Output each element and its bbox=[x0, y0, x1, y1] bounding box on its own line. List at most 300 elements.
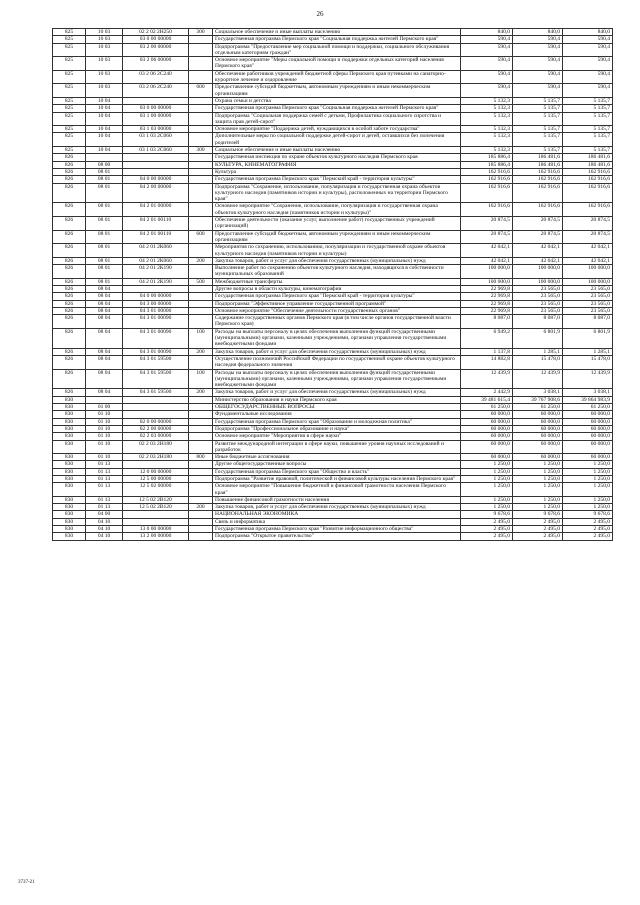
item-name: Обеспечение деятельности (оказание услуг, выполнение работ) государственных учреждений (организаций) bbox=[213, 217, 461, 231]
target-article: 12 5 02 00000 bbox=[123, 483, 189, 497]
budget-table bbox=[52, 28, 613, 541]
amount-year-2: 5 135,7 bbox=[513, 147, 563, 154]
amount-year-2: 9 678,6 bbox=[513, 511, 563, 518]
amount-year-3: 8 087,0 bbox=[563, 315, 613, 329]
amount-year-1: 185 886,4 bbox=[461, 154, 513, 161]
target-article bbox=[123, 518, 189, 525]
amount-year-3: 23 565,0 bbox=[563, 300, 613, 307]
amount-year-3: 42 042,1 bbox=[563, 244, 613, 258]
item-name: Охрана семьи и детства bbox=[213, 97, 461, 104]
amount-year-1: 1 250,0 bbox=[461, 496, 513, 503]
amount-year-2: 2 495,0 bbox=[513, 526, 563, 533]
target-article: 13 0 00 00000 bbox=[123, 526, 189, 533]
amount-year-3: 840,0 bbox=[563, 29, 613, 36]
amount-year-3: 1 250,0 bbox=[563, 504, 613, 511]
expense-type bbox=[189, 43, 213, 57]
ministry-code: 826 bbox=[53, 230, 86, 244]
amount-year-1: 60 000,0 bbox=[461, 433, 513, 440]
target-article: 12 5 02 2В120 bbox=[123, 496, 189, 503]
amount-year-3: 20 874,5 bbox=[563, 230, 613, 244]
ministry-code: 826 bbox=[53, 203, 86, 217]
section-code: 10 04 bbox=[86, 133, 123, 147]
table-row bbox=[53, 518, 613, 525]
amount-year-3: 186 481,6 bbox=[563, 154, 613, 161]
amount-year-3: 60 000,0 bbox=[563, 411, 613, 418]
section-code: 08 01 bbox=[86, 203, 123, 217]
amount-year-3: 42 042,1 bbox=[563, 257, 613, 264]
ministry-code: 825 bbox=[53, 97, 86, 104]
ministry-code: 830 bbox=[53, 468, 86, 475]
amount-year-1: 590,4 bbox=[461, 70, 513, 84]
item-name: ОБЩЕГОСУДАРСТВЕННЫЕ ВОПРОСЫ bbox=[213, 404, 461, 411]
item-name: Подпрограмма "Профессиональное образование и наука" bbox=[213, 425, 461, 432]
target-article: 02 2 03 00000 bbox=[123, 433, 189, 440]
ministry-code: 825 bbox=[53, 29, 86, 36]
table-row bbox=[53, 257, 613, 264]
amount-year-1: 1 250,0 bbox=[461, 483, 513, 497]
expense-type bbox=[189, 244, 213, 258]
item-name: Государственная программа Пермского края "Социальная поддержка жителей Пермского края" bbox=[213, 105, 461, 112]
amount-year-3: 5 135,7 bbox=[563, 133, 613, 147]
ministry-code: 826 bbox=[53, 285, 86, 292]
section-code: 01 13 bbox=[86, 476, 123, 483]
table-row bbox=[53, 161, 613, 168]
expense-type bbox=[189, 483, 213, 497]
amount-year-1: 6 949,2 bbox=[461, 328, 513, 348]
amount-year-2: 23 565,0 bbox=[513, 307, 563, 314]
target-article: 04 2 01 2К190 bbox=[123, 278, 189, 285]
ministry-code: 830 bbox=[53, 526, 86, 533]
table-row bbox=[53, 307, 613, 314]
ministry-code: 826 bbox=[53, 244, 86, 258]
amount-year-2: 60 000,0 bbox=[513, 433, 563, 440]
ministry-code: 825 bbox=[53, 57, 86, 71]
expense-type bbox=[189, 183, 213, 203]
table-row bbox=[53, 183, 613, 203]
ministry-code: 830 bbox=[53, 418, 86, 425]
item-name: Осуществление полномочий Российской Федерации по государственной охране объектов культурного наследия федерального значения bbox=[213, 355, 461, 369]
expense-type bbox=[189, 36, 213, 43]
amount-year-1: 1 137,8 bbox=[461, 348, 513, 355]
expense-type bbox=[189, 112, 213, 126]
table-row bbox=[53, 511, 613, 518]
item-name: Иные бюджетные ассигнования bbox=[213, 454, 461, 461]
expense-type bbox=[189, 203, 213, 217]
table-row bbox=[53, 176, 613, 183]
ministry-code: 830 bbox=[53, 404, 86, 411]
ministry-code: 826 bbox=[53, 315, 86, 329]
section-code: 08 04 bbox=[86, 369, 123, 389]
item-name: Подпрограмма "Открытое правительство" bbox=[213, 533, 461, 540]
amount-year-1: 60 000,0 bbox=[461, 440, 513, 454]
table-row bbox=[53, 496, 613, 503]
expense-type bbox=[189, 440, 213, 454]
ministry-code: 826 bbox=[53, 348, 86, 355]
amount-year-3: 162 916,6 bbox=[563, 183, 613, 203]
amount-year-2: 1 250,0 bbox=[513, 483, 563, 497]
ministry-code: 826 bbox=[53, 257, 86, 264]
amount-year-1: 61 250,0 bbox=[461, 404, 513, 411]
amount-year-3: 60 000,0 bbox=[563, 440, 613, 454]
section-code: 10 04 bbox=[86, 147, 123, 154]
section-code: 08 04 bbox=[86, 348, 123, 355]
expense-type bbox=[189, 265, 213, 279]
ministry-code: 826 bbox=[53, 176, 86, 183]
amount-year-3: 60 000,0 bbox=[563, 433, 613, 440]
amount-year-2: 23 565,0 bbox=[513, 293, 563, 300]
table-row bbox=[53, 369, 613, 389]
section-code: 10 03 bbox=[86, 43, 123, 57]
amount-year-1: 60 000,0 bbox=[461, 454, 513, 461]
amount-year-1: 9 678,6 bbox=[461, 511, 513, 518]
item-name: Министерство образования и науки Пермского края bbox=[213, 396, 461, 403]
amount-year-1: 8 087,0 bbox=[461, 315, 513, 329]
target-article bbox=[123, 511, 189, 518]
amount-year-3: 5 135,7 bbox=[563, 112, 613, 126]
table-row bbox=[53, 355, 613, 369]
table-row bbox=[53, 454, 613, 461]
amount-year-2: 2 495,0 bbox=[513, 533, 563, 540]
amount-year-3: 2 495,0 bbox=[563, 533, 613, 540]
table-row bbox=[53, 389, 613, 396]
amount-year-3: 23 565,0 bbox=[563, 293, 613, 300]
expense-type: 300 bbox=[189, 147, 213, 154]
expense-type: 200 bbox=[189, 389, 213, 396]
target-article: 04 0 00 00000 bbox=[123, 176, 189, 183]
amount-year-3: 590,4 bbox=[563, 57, 613, 71]
amount-year-1: 42 042,1 bbox=[461, 244, 513, 258]
section-code: 08 00 bbox=[86, 161, 123, 168]
section-code: 04 00 bbox=[86, 511, 123, 518]
ministry-code: 830 bbox=[53, 476, 86, 483]
target-article bbox=[123, 404, 189, 411]
item-name: Государственная инспекция по охране объектов культурного наследия Пермского края bbox=[213, 154, 461, 161]
expense-type bbox=[189, 396, 213, 403]
amount-year-2: 186 481,6 bbox=[513, 154, 563, 161]
item-name: Государственная программа Пермского края "Общество и власть" bbox=[213, 468, 461, 475]
amount-year-2: 100 000,0 bbox=[513, 278, 563, 285]
section-code: 08 04 bbox=[86, 355, 123, 369]
amount-year-3: 20 874,5 bbox=[563, 217, 613, 231]
table-row bbox=[53, 461, 613, 468]
expense-type bbox=[189, 496, 213, 503]
target-article bbox=[123, 168, 189, 175]
expense-type bbox=[189, 468, 213, 475]
section-code: 08 01 bbox=[86, 244, 123, 258]
ministry-code: 826 bbox=[53, 389, 86, 396]
item-name: Другие общегосударственные вопросы bbox=[213, 461, 461, 468]
table-row bbox=[53, 84, 613, 98]
amount-year-3: 60 000,0 bbox=[563, 418, 613, 425]
section-code: 10 04 bbox=[86, 126, 123, 133]
amount-year-2: 6 801,9 bbox=[513, 328, 563, 348]
item-name: Выполнение работ по сохранению объектов культурного наследия, находящихся в собственности муниципальных образований bbox=[213, 265, 461, 279]
amount-year-3: 100 000,0 bbox=[563, 265, 613, 279]
expense-type bbox=[189, 425, 213, 432]
table-row bbox=[53, 168, 613, 175]
amount-year-2: 2 495,0 bbox=[513, 518, 563, 525]
item-name: Расходы на выплаты персоналу в целях обеспечения выполнения функций государственными (муниципальными) органами, казенными учреждениями, органами управления государственными внебюджетными фондами bbox=[213, 328, 461, 348]
item-name: Основное мероприятие "Сохранение, использование, популяризация и государственная охрана объектов культурного наследия (памятников истории и культуры)" bbox=[213, 203, 461, 217]
amount-year-3: 3 038,1 bbox=[563, 389, 613, 396]
ministry-code: 825 bbox=[53, 112, 86, 126]
amount-year-2: 100 000,0 bbox=[513, 265, 563, 279]
ministry-code: 825 bbox=[53, 36, 86, 43]
expense-type bbox=[189, 217, 213, 231]
expense-type bbox=[189, 315, 213, 329]
target-article: 12 0 00 00000 bbox=[123, 468, 189, 475]
item-name: КУЛЬТУРА, КИНЕМАТОГРАФИЯ bbox=[213, 161, 461, 168]
amount-year-3: 1 250,0 bbox=[563, 483, 613, 497]
item-name: Повышение финансовой грамотности населения bbox=[213, 496, 461, 503]
table-row bbox=[53, 43, 613, 57]
expense-type bbox=[189, 511, 213, 518]
amount-year-3: 12 439,9 bbox=[563, 369, 613, 389]
amount-year-2: 60 000,0 bbox=[513, 418, 563, 425]
table-row bbox=[53, 70, 613, 84]
table-row bbox=[53, 483, 613, 497]
target-article: 12 5 00 00000 bbox=[123, 476, 189, 483]
ministry-code: 830 bbox=[53, 533, 86, 540]
amount-year-2: 162 916,6 bbox=[513, 176, 563, 183]
expense-type bbox=[189, 70, 213, 84]
target-article bbox=[123, 161, 189, 168]
target-article: 04 2 01 2К060 bbox=[123, 244, 189, 258]
amount-year-1: 2 495,0 bbox=[461, 526, 513, 533]
amount-year-3: 9 678,6 bbox=[563, 511, 613, 518]
amount-year-1: 162 916,6 bbox=[461, 176, 513, 183]
item-name: Социальное обеспечение и иные выплаты населению bbox=[213, 147, 461, 154]
target-article: 02 2 03 2Н180 bbox=[123, 440, 189, 454]
ministry-code: 826 bbox=[53, 217, 86, 231]
amount-year-1: 590,4 bbox=[461, 43, 513, 57]
amount-year-2: 590,4 bbox=[513, 57, 563, 71]
amount-year-2: 42 042,1 bbox=[513, 244, 563, 258]
amount-year-2: 39 767 908,6 bbox=[513, 396, 563, 403]
amount-year-1: 22 969,8 bbox=[461, 307, 513, 314]
amount-year-2: 23 565,0 bbox=[513, 300, 563, 307]
item-name: Государственная программа Пермского края "Развитие информационного общества" bbox=[213, 526, 461, 533]
amount-year-1: 162 916,6 bbox=[461, 183, 513, 203]
item-name: Предоставление субсидий бюджетным, автономным учреждениям и иным некоммерческим организациям bbox=[213, 230, 461, 244]
amount-year-1: 22 969,8 bbox=[461, 285, 513, 292]
expense-type: 600 bbox=[189, 84, 213, 98]
ministry-code: 830 bbox=[53, 411, 86, 418]
expense-type bbox=[189, 526, 213, 533]
amount-year-2: 5 135,7 bbox=[513, 105, 563, 112]
expense-type bbox=[189, 126, 213, 133]
amount-year-2: 5 135,7 bbox=[513, 126, 563, 133]
target-article: 04 3 00 00000 bbox=[123, 300, 189, 307]
amount-year-3: 5 135,7 bbox=[563, 97, 613, 104]
item-name: Предоставление субсидий бюджетным, автономным учреждениям и иным некоммерческим организациям bbox=[213, 84, 461, 98]
amount-year-3: 2 495,0 bbox=[563, 526, 613, 533]
table-row bbox=[53, 217, 613, 231]
amount-year-3: 162 916,6 bbox=[563, 168, 613, 175]
target-article: 03 2 06 2С240 bbox=[123, 84, 189, 98]
amount-year-1: 185 886,4 bbox=[461, 161, 513, 168]
expense-type bbox=[189, 404, 213, 411]
item-name: Межбюджетные трансферты bbox=[213, 278, 461, 285]
item-name: Государственная программа Пермского края "Социальная поддержка жителей Пермского края" bbox=[213, 36, 461, 43]
section-code: 01 13 bbox=[86, 483, 123, 497]
amount-year-3: 23 565,0 bbox=[563, 307, 613, 314]
target-article bbox=[123, 411, 189, 418]
section-code: 08 01 bbox=[86, 217, 123, 231]
amount-year-1: 1 250,0 bbox=[461, 468, 513, 475]
table-row bbox=[53, 154, 613, 161]
amount-year-3: 1 285,1 bbox=[563, 348, 613, 355]
section-code: 01 13 bbox=[86, 461, 123, 468]
amount-year-2: 840,0 bbox=[513, 29, 563, 36]
target-article: 02 2 00 00000 bbox=[123, 425, 189, 432]
amount-year-3: 60 000,0 bbox=[563, 454, 613, 461]
amount-year-3: 61 250,0 bbox=[563, 404, 613, 411]
target-article: 04 2 00 00000 bbox=[123, 183, 189, 203]
target-article: 13 2 00 00000 bbox=[123, 533, 189, 540]
table-row bbox=[53, 476, 613, 483]
table-row bbox=[53, 126, 613, 133]
amount-year-3: 186 481,6 bbox=[563, 161, 613, 168]
table-row bbox=[53, 504, 613, 511]
table-row bbox=[53, 57, 613, 71]
section-code: 10 03 bbox=[86, 57, 123, 71]
expense-type bbox=[189, 411, 213, 418]
amount-year-2: 1 250,0 bbox=[513, 461, 563, 468]
section-code: 08 01 bbox=[86, 230, 123, 244]
item-name: Закупка товаров, работ и услуг для обеспечения государственных (муниципальных) нужд bbox=[213, 257, 461, 264]
section-code: 01 10 bbox=[86, 411, 123, 418]
amount-year-2: 23 565,0 bbox=[513, 285, 563, 292]
amount-year-1: 39 481 615,4 bbox=[461, 396, 513, 403]
amount-year-3: 5 135,7 bbox=[563, 147, 613, 154]
expense-type bbox=[189, 57, 213, 71]
section-code: 10 04 bbox=[86, 97, 123, 104]
item-name: Подпрограмма "Эффективное управление государственной программой" bbox=[213, 300, 461, 307]
amount-year-1: 590,4 bbox=[461, 84, 513, 98]
amount-year-1: 590,4 bbox=[461, 57, 513, 71]
amount-year-3: 590,4 bbox=[563, 70, 613, 84]
table-row bbox=[53, 300, 613, 307]
target-article: 03 1 03 2С060 bbox=[123, 147, 189, 154]
amount-year-1: 2 442,9 bbox=[461, 389, 513, 396]
expense-type: 500 bbox=[189, 278, 213, 285]
amount-year-3: 5 135,7 bbox=[563, 126, 613, 133]
amount-year-3: 23 565,0 bbox=[563, 285, 613, 292]
amount-year-2: 590,4 bbox=[513, 84, 563, 98]
section-code: 08 04 bbox=[86, 389, 123, 396]
table-row bbox=[53, 265, 613, 279]
table-row bbox=[53, 36, 613, 43]
ministry-code: 830 bbox=[53, 433, 86, 440]
section-code: 10 03 bbox=[86, 36, 123, 43]
amount-year-2: 5 135,7 bbox=[513, 97, 563, 104]
ministry-code: 826 bbox=[53, 278, 86, 285]
expense-type bbox=[189, 105, 213, 112]
amount-year-1: 840,0 bbox=[461, 29, 513, 36]
item-name: Государственная программа Пермского края "Пермский край - территория культуры" bbox=[213, 293, 461, 300]
section-code: 01 13 bbox=[86, 468, 123, 475]
expense-type: 200 bbox=[189, 504, 213, 511]
section-code: 01 10 bbox=[86, 440, 123, 454]
amount-year-2: 590,4 bbox=[513, 36, 563, 43]
expense-type bbox=[189, 300, 213, 307]
amount-year-1: 1 250,0 bbox=[461, 461, 513, 468]
item-name: Государственная программа Пермского края "Образование и молодежная политика" bbox=[213, 418, 461, 425]
target-article: 04 0 00 00000 bbox=[123, 293, 189, 300]
ministry-code: 826 bbox=[53, 369, 86, 389]
ministry-code: 826 bbox=[53, 265, 86, 279]
item-name: Основное мероприятие "Меры социальной помощи и поддержки отдельных категорий населения Пермского края" bbox=[213, 57, 461, 71]
amount-year-2: 186 481,6 bbox=[513, 161, 563, 168]
ministry-code: 825 bbox=[53, 70, 86, 84]
item-name: Социальное обеспечение и иные выплаты населению bbox=[213, 29, 461, 36]
amount-year-3: 2 495,0 bbox=[563, 518, 613, 525]
amount-year-3: 6 801,9 bbox=[563, 328, 613, 348]
item-name: Другие вопросы в области культуры, кинематографии bbox=[213, 285, 461, 292]
target-article bbox=[123, 154, 189, 161]
ministry-code: 826 bbox=[53, 154, 86, 161]
target-article: 03 0 00 00000 bbox=[123, 36, 189, 43]
amount-year-3: 39 864 983,9 bbox=[563, 396, 613, 403]
amount-year-1: 5 132,3 bbox=[461, 97, 513, 104]
section-code: 10 03 bbox=[86, 84, 123, 98]
section-code: 04 10 bbox=[86, 526, 123, 533]
ministry-code: 830 bbox=[53, 518, 86, 525]
amount-year-2: 162 916,6 bbox=[513, 183, 563, 203]
expense-type bbox=[189, 433, 213, 440]
amount-year-2: 590,4 bbox=[513, 43, 563, 57]
table-row bbox=[53, 468, 613, 475]
amount-year-2: 1 250,0 bbox=[513, 476, 563, 483]
section-code: 01 00 bbox=[86, 404, 123, 411]
ministry-code: 826 bbox=[53, 355, 86, 369]
section-code: 01 10 bbox=[86, 418, 123, 425]
target-article: 04 3 01 59500 bbox=[123, 369, 189, 389]
amount-year-1: 20 874,5 bbox=[461, 230, 513, 244]
item-name: НАЦИОНАЛЬНАЯ ЭКОНОМИКА bbox=[213, 511, 461, 518]
expense-type bbox=[189, 154, 213, 161]
amount-year-1: 100 000,0 bbox=[461, 278, 513, 285]
target-article: 04 3 01 00090 bbox=[123, 328, 189, 348]
amount-year-2: 60 000,0 bbox=[513, 454, 563, 461]
target-article: 02 0 00 00000 bbox=[123, 418, 189, 425]
amount-year-3: 162 916,6 bbox=[563, 203, 613, 217]
section-code bbox=[86, 154, 123, 161]
amount-year-2: 15 478,0 bbox=[513, 355, 563, 369]
target-article: 12 5 02 2В120 bbox=[123, 504, 189, 511]
target-article: 04 3 01 59500 bbox=[123, 389, 189, 396]
target-article: 04 2 01 2К190 bbox=[123, 265, 189, 279]
amount-year-1: 162 916,6 bbox=[461, 168, 513, 175]
section-code: 08 01 bbox=[86, 257, 123, 264]
section-code: 10 03 bbox=[86, 70, 123, 84]
amount-year-2: 162 916,6 bbox=[513, 168, 563, 175]
section-code: 08 01 bbox=[86, 183, 123, 203]
item-name: Подпрограмма "Сохранение, использование, популяризация и государственная охрана объектов культурного наследия (памятников истории и культуры), расположенных на территории Пермского края" bbox=[213, 183, 461, 203]
ministry-code: 830 bbox=[53, 396, 86, 403]
ministry-code: 830 bbox=[53, 454, 86, 461]
amount-year-1: 22 969,8 bbox=[461, 293, 513, 300]
ministry-code: 830 bbox=[53, 440, 86, 454]
ministry-code: 826 bbox=[53, 307, 86, 314]
page-number: 26 bbox=[316, 10, 324, 18]
target-article: 03 1 00 00000 bbox=[123, 112, 189, 126]
target-article: 04 3 01 00090 bbox=[123, 348, 189, 355]
amount-year-2: 42 042,1 bbox=[513, 257, 563, 264]
ministry-code: 825 bbox=[53, 105, 86, 112]
expense-type bbox=[189, 133, 213, 147]
